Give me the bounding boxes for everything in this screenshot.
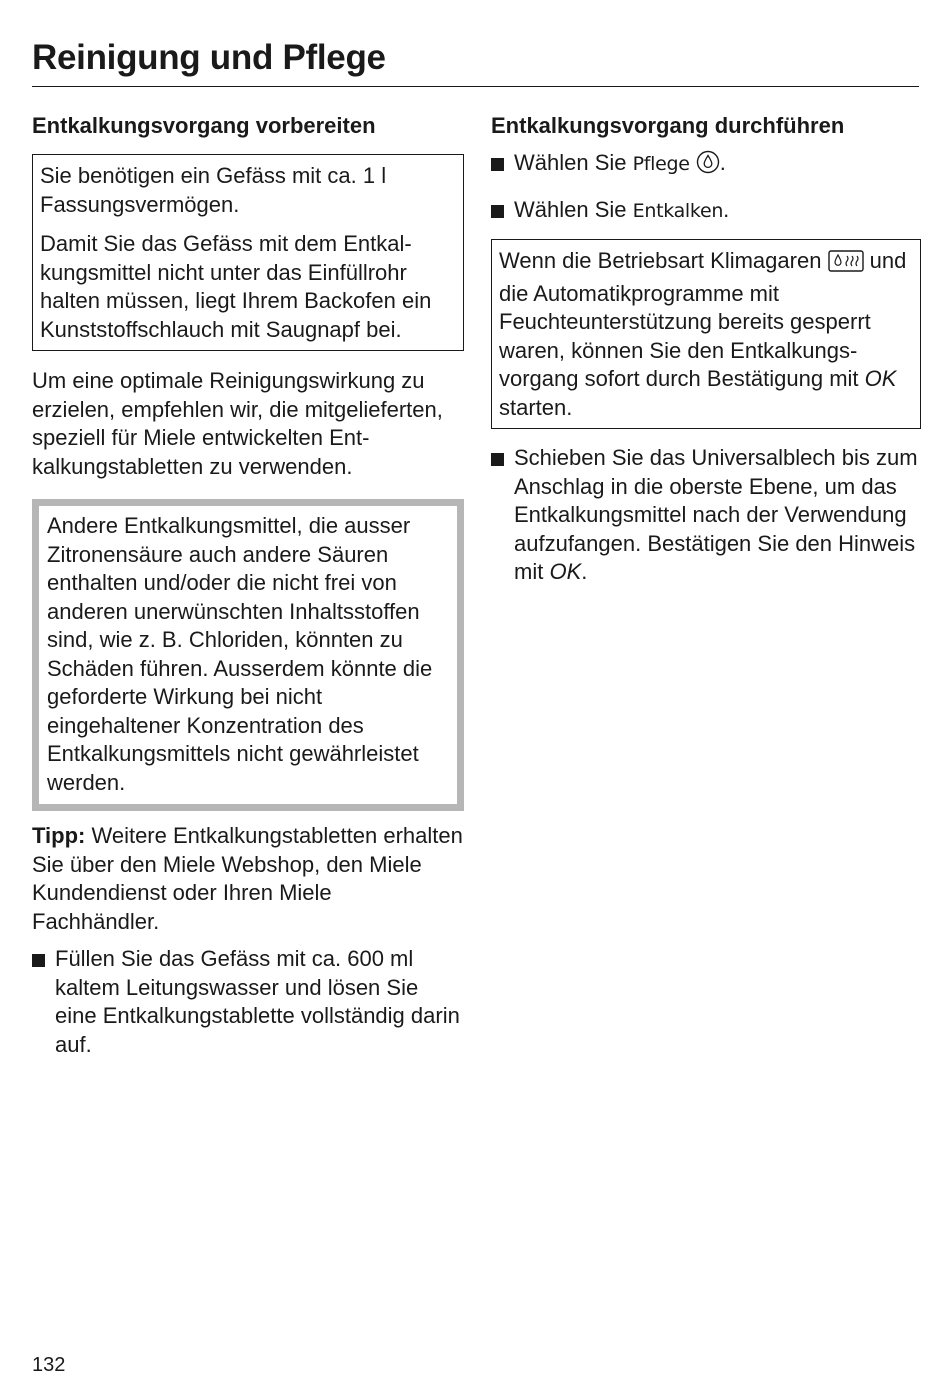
bullet-square-icon [491, 453, 504, 466]
display-text-care: Pflege [632, 153, 690, 175]
left-bullet-step [32, 945, 464, 1059]
ok-key-label: OK [549, 559, 582, 584]
warning-box [32, 499, 464, 811]
bullet-square-icon [491, 158, 504, 171]
intro-paragraph: Um eine optimale Reinigungswirkung zu erzielen, empfehlen wir, die mitgelieferten, speziell für Miele entwickelten Entkalkungstabletten zu verwenden. [32, 368, 443, 479]
step2-suffix: . [723, 196, 730, 222]
step2-prefix: Wählen Sie [514, 196, 633, 222]
info-box-paragraph-2: Damit Sie das Gefäss mit dem Entkalkungsmittel nicht unter das Einfüllrohr halten müssen, liegt Ihrem Backofen ein Kunststoffschlauch mit Saugnapf bei. [40, 231, 432, 342]
climate-cooking-icon [828, 250, 864, 280]
left-column [32, 112, 464, 1059]
step3-end: . [581, 559, 588, 584]
right-info-box [491, 239, 921, 429]
step-select-care [491, 149, 921, 182]
step-insert-tray [491, 444, 921, 587]
right-column [491, 112, 921, 587]
info-part-3: starten. [499, 394, 573, 420]
water-drop-circle-icon [696, 150, 720, 182]
left-heading: Entkalkungsvorgang vorbereiten [32, 113, 376, 138]
right-heading: Entkalkungsvorgang durchführen [491, 113, 845, 138]
step1-prefix: Wählen Sie [514, 150, 633, 175]
step1-suffix: . [719, 150, 726, 175]
tip-text: Weitere Entkalkungstabletten erhalten Sie über den Miele Webshop, den Miele Kundendienst oder Ihren Miele Fachhändler. [32, 823, 463, 934]
title-rule [32, 86, 919, 87]
info-part-1: Wenn die Betriebsart Klimagaren [499, 248, 828, 273]
page-title: Reinigung und Pflege [32, 38, 386, 77]
left-info-box [32, 154, 464, 351]
display-text-descale: Entkalken [632, 199, 724, 222]
step3-text: Schieben Sie das Universalblech bis zum Anschlag in die oberste Ebene, um das Entkalkungsmittel nach der Verwendung aufzufangen. Bestätigen Sie den Hinweis mit [514, 445, 918, 584]
step-select-descale [491, 196, 921, 226]
tip-paragraph [32, 822, 464, 936]
tip-label: Tipp: [32, 823, 86, 848]
ok-key-label: OK [864, 366, 897, 391]
warning-text: Andere Entkalkungsmittel, die ausser Zitronensäure auch andere Säuren enthalten und/oder die nicht frei von anderen unerwünschten Inhaltsstoffen sind, wie z. B. Chloriden, könnten zu Schäden führen. Ausserdem könnte die geforderte Wirkung bei nicht eingehaltener Konzentration des Entkalkungsmittels nicht gewährleistet werden. [47, 513, 433, 795]
page-number: 132 [32, 1354, 66, 1376]
info-box-paragraph-1: Sie benötigen ein Gefäss mit ca. 1 l Fassungsvermögen. [40, 163, 387, 217]
fill-vessel-text: Füllen Sie das Gefäss mit ca. 600 ml kaltem Leitungswasser und lösen Sie eine Entkalkungstablette vollständig darin auf. [55, 946, 460, 1057]
bullet-square-icon [491, 205, 504, 218]
info-part-2: und die Automatikprogramme mit Feuchteunterstützung bereits gesperrt waren, können Sie den Entkalkungsvorgang sofort durch Bestätigung mit [499, 248, 907, 391]
bullet-square-icon [32, 954, 45, 967]
